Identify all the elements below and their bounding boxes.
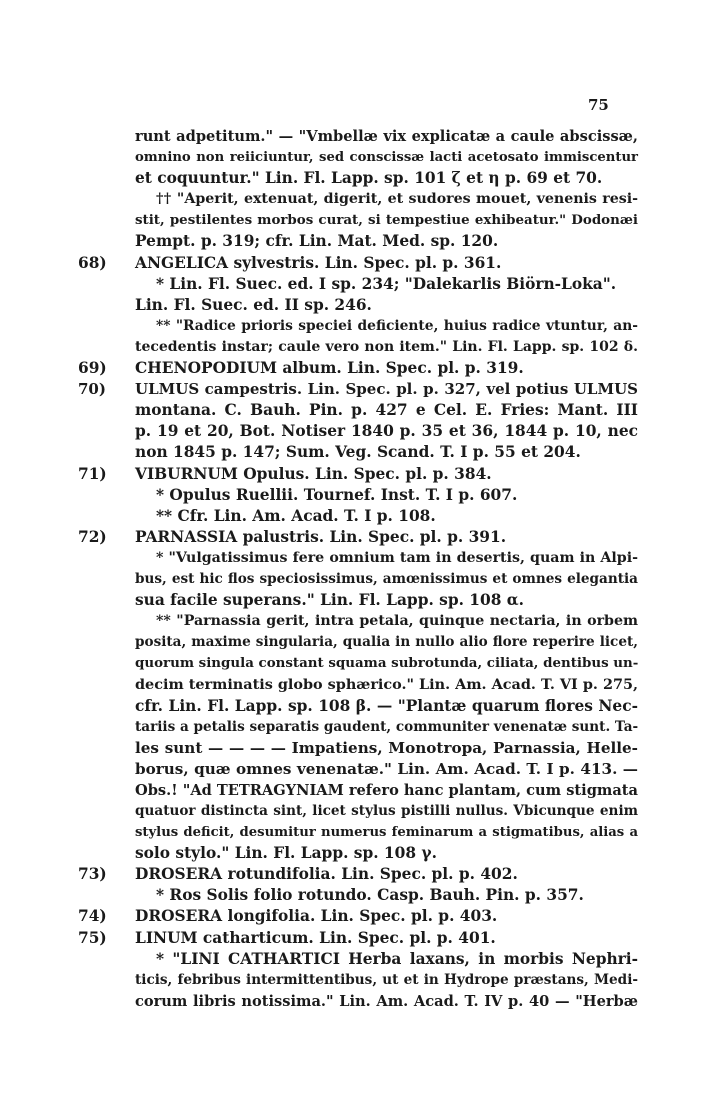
text-line xyxy=(78,400,638,421)
text-line xyxy=(78,801,638,822)
text-line xyxy=(78,295,638,316)
line-text: Pempt. p. 319; cfr. Lin. Mat. Med. sp. 120. xyxy=(135,232,499,251)
entry-line xyxy=(78,464,638,485)
text-line xyxy=(78,337,638,358)
line-text: tecedentis instar; caule vero non item." Lin. Fl. Lapp. sp. 102 δ. xyxy=(135,338,638,355)
text-line xyxy=(78,126,638,147)
line-text: stylus deficit, desumitur numerus feminarum a stigmatibus, alias a xyxy=(135,825,638,841)
line-text: DROSERA longifolia. Lin. Spec. pl. p. 403. xyxy=(135,907,498,926)
line-text: ** Cfr. Lin. Am. Acad. T. I p. 108. xyxy=(156,506,436,525)
entry-line xyxy=(78,906,638,927)
text-line xyxy=(78,147,638,168)
line-text: p. 19 et 20, Bot. Notiser 1840 p. 35 et 36, 1844 p. 10, nec xyxy=(135,422,638,441)
entry-line xyxy=(78,527,638,548)
text-line xyxy=(78,632,638,653)
text-line xyxy=(78,674,638,695)
body-text xyxy=(78,126,638,1012)
line-text: sua facile superans." Lin. Fl. Lapp. sp. 108 α. xyxy=(135,591,524,610)
line-text: tariis a petalis separatis gaudent, communiter venenatæ sunt. Ta- xyxy=(135,718,639,735)
line-text: * "Vulgatissimus fere omnium tam in desertis, quam in Alpi- xyxy=(156,549,638,566)
note-line xyxy=(78,885,638,906)
line-text: stit, pestilentes morbos curat, si tempestiue exhibeatur." Dodonæi xyxy=(135,212,638,229)
line-text: LINUM catharticum. Lin. Spec. pl. p. 401. xyxy=(135,928,496,947)
line-text: ** "Parnassia gerit, intra petala, quinque nectaria, in orbem xyxy=(156,613,638,630)
entry-number: 71) xyxy=(78,464,107,483)
line-text: non 1845 p. 147; Sum. Veg. Scand. T. I p. 55 et 204. xyxy=(135,443,581,462)
text-line xyxy=(78,759,638,780)
line-text: DROSERA rotundifolia. Lin. Spec. pl. p. 402. xyxy=(135,865,518,884)
line-text: runt adpetitum." — "Vmbellæ vix explicatæ a caule abscissæ, xyxy=(135,128,638,145)
entry-line xyxy=(78,864,638,885)
text-line xyxy=(78,970,638,991)
line-text: borus, quæ omnes venenatæ." Lin. Am. Acad. T. I p. 413. — xyxy=(135,759,638,778)
line-text: posita, maxime singularia, qualia in nullo alio flore reperire licet, xyxy=(135,634,638,651)
page-number: 75 xyxy=(588,96,609,114)
text-line xyxy=(78,696,638,717)
line-text: ULMUS campestris. Lin. Spec. pl. p. 327, vel potius ULMUS xyxy=(135,380,638,399)
entry-line xyxy=(78,379,638,400)
line-text: VIBURNUM Opulus. Lin. Spec. pl. p. 384. xyxy=(135,464,492,483)
entry-line xyxy=(78,253,638,274)
entry-number: 69) xyxy=(78,359,107,378)
line-text: montana. C. Bauh. Pin. p. 427 e Cel. E. Fries: Mant. III xyxy=(135,401,638,420)
text-line xyxy=(78,991,638,1012)
text-line xyxy=(78,653,638,674)
line-text: les sunt — — — — Impatiens, Monotropa, Parnassia, Helle- xyxy=(135,738,638,757)
line-text: corum libris notissima." Lin. Am. Acad. T. IV p. 40 — "Herbæ xyxy=(135,992,638,1010)
note-line xyxy=(78,548,638,569)
line-text: * Opulus Ruellii. Tournef. Inst. T. I p. 607. xyxy=(156,485,518,504)
note-line xyxy=(78,506,638,527)
entry-line xyxy=(78,928,638,949)
line-text: PARNASSIA palustris. Lin. Spec. pl. p. 391. xyxy=(135,527,507,546)
line-text: quatuor distincta sint, licet stylus pistilli nullus. Vbicunque enim xyxy=(135,803,638,819)
note-line xyxy=(78,485,638,506)
line-text: bus, est hic flos speciosissimus, amœnissimus et omnes elegantia xyxy=(135,570,638,587)
note-line xyxy=(78,949,638,970)
line-text: et coquuntur." Lin. Fl. Lapp. sp. 101 ζ et η p. 69 et 70. xyxy=(135,169,603,188)
text-line xyxy=(78,590,638,611)
note-line xyxy=(78,189,638,210)
line-text: quorum singula constant squama subrotunda, ciliata, dentibus un- xyxy=(135,655,639,672)
line-text: * "LINI CATHARTICI Herba laxans, in morbis Nephri- xyxy=(156,949,638,968)
line-text: ANGELICA sylvestris. Lin. Spec. pl. p. 361. xyxy=(135,253,502,272)
line-text: solo stylo." Lin. Fl. Lapp. sp. 108 γ. xyxy=(135,844,437,863)
line-text: Obs.! "Ad TETRAGYNIAM refero hanc plantam, cum stigmata xyxy=(135,781,638,799)
text-line xyxy=(78,210,638,231)
line-text: CHENOPODIUM album. Lin. Spec. pl. p. 319. xyxy=(135,359,524,378)
note-line xyxy=(78,611,638,632)
text-line xyxy=(78,442,638,463)
entry-number: 72) xyxy=(78,527,107,546)
text-line xyxy=(78,231,638,252)
entry-number: 68) xyxy=(78,253,107,272)
entry-number: 75) xyxy=(78,928,107,947)
text-line xyxy=(78,717,638,738)
entry-number: 70) xyxy=(78,380,106,399)
line-text: ticis, febribus intermittentibus, ut et in Hydrope præstans, Medi- xyxy=(135,971,638,988)
line-text: decim terminatis globo sphærico." Lin. Am. Acad. T. VI p. 275, xyxy=(135,676,638,694)
line-text: omnino non reiiciuntur, sed conscissæ lacti acetosato immiscentur xyxy=(135,150,638,166)
text-line xyxy=(78,780,638,801)
entry-number: 74) xyxy=(78,907,107,926)
text-line xyxy=(78,738,638,759)
text-line xyxy=(78,822,638,843)
entry-line xyxy=(78,358,638,379)
line-text: * Lin. Fl. Suec. ed. I sp. 234; "Dalekarlis Biörn-Loka". xyxy=(156,274,617,293)
line-text: cfr. Lin. Fl. Lapp. sp. 108 β. — "Plantæ quarum flores Nec- xyxy=(135,696,638,715)
note-line xyxy=(78,316,638,337)
line-text: Lin. Fl. Suec. ed. II sp. 246. xyxy=(135,295,372,314)
line-text: †† "Aperit, extenuat, digerit, et sudores mouet, venenis resi- xyxy=(156,191,638,208)
line-text: * Ros Solis folio rotundo. Casp. Bauh. Pin. p. 357. xyxy=(156,886,584,905)
line-text: ** "Radice prioris speciei deficiente, huius radice vtuntur, an- xyxy=(156,317,638,334)
text-line xyxy=(78,569,638,590)
text-line xyxy=(78,421,638,442)
text-line xyxy=(78,168,638,189)
note-line xyxy=(78,274,638,295)
text-line xyxy=(78,843,638,864)
entry-number: 73) xyxy=(78,865,107,884)
